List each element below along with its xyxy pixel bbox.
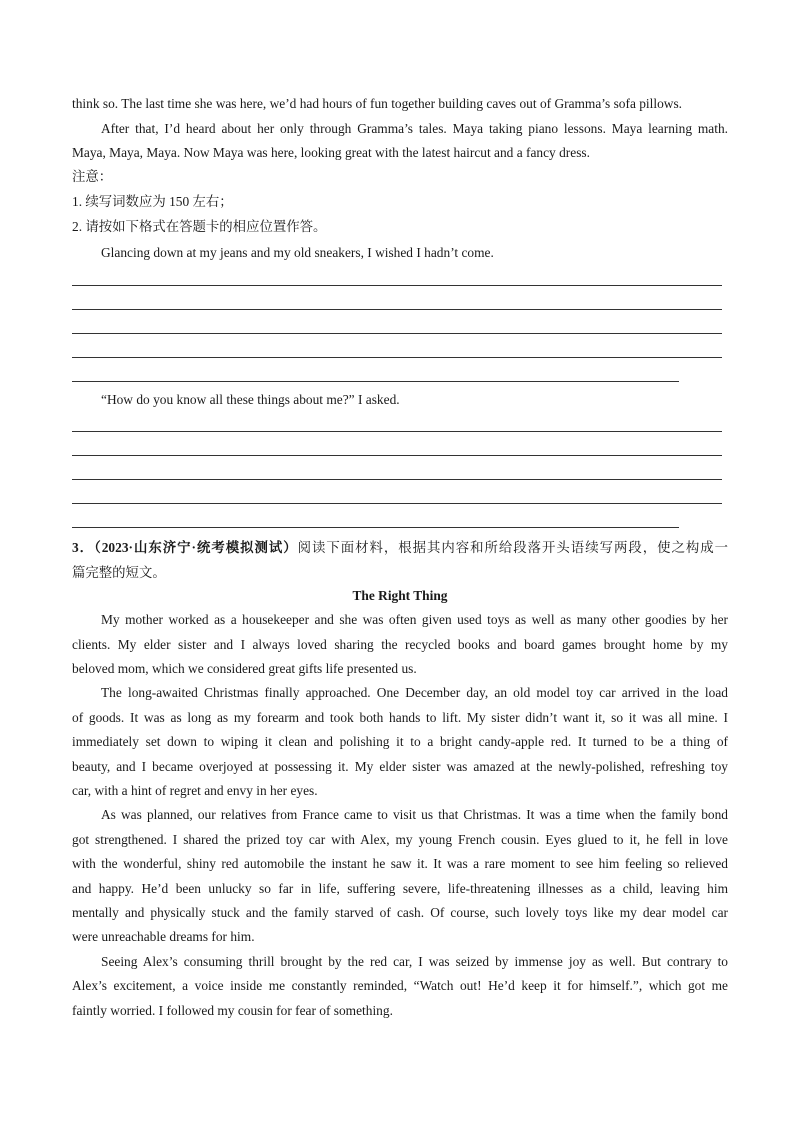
passage-line: were unreachable dreams for him. [72,929,255,944]
writing-line [72,357,722,358]
notes-item-1: 1. 续写词数应为 150 左右； [72,194,233,209]
passage-line: got strengthened. I shared the prized toy car with Alex, my young French cousin. Eyes glued to it, he fell in love [72,832,728,847]
question-3-instruction-line-2: 篇完整的短文。 [72,565,166,580]
writing-line [72,333,722,334]
passage-line: beloved mom, which we considered great gifts life presented us. [72,661,417,676]
passage-line: Seeing Alex’s consuming thrill brought by the red car, I was seized by immense joy as well. But contrary to [101,954,728,969]
passage-line: beauty, and I became overjoyed at possessing it. My elder sister was amazed at the newly-polished, refreshing toy [72,759,728,774]
passage-line: My mother worked as a housekeeper and she was often given used toys as well as many other goodies by her [101,612,728,627]
paragraph-prompt-1: Glancing down at my jeans and my old sneakers, I wished I hadn’t come. [101,245,494,260]
writing-line [72,503,722,504]
notes-heading: 注意： [72,169,113,184]
question-3-instruction [72,539,728,557]
writing-line [72,431,722,432]
passage-line: clients. My elder sister and I always loved sharing the recycled books and board games brought home by my [72,637,728,652]
writing-line [72,309,722,310]
writing-line [72,479,722,480]
question-3-number-source: 3．（2023·山东济宁·统考模拟测试） [72,540,298,555]
passage-line: mentally and physically stuck and the family starved of cash. Of course, such lovely toys like my dear model car [72,905,728,920]
notes-item-2: 2. 请按如下格式在答题卡的相应位置作答。 [72,219,327,234]
writing-line [72,455,722,456]
passage-line: As was planned, our relatives from France came to visit us that Christmas. It was a time when the family bond [101,807,728,822]
writing-line [72,285,722,286]
passage-line: The long-awaited Christmas finally approached. One December day, an old model toy car arrived in the load [101,685,728,700]
passage-line: with the wonderful, shiny red automobile the instant he saw it. It was a rare moment to see him feeling so relieved [72,856,728,871]
intro-line-3: Maya, Maya, Maya. Now Maya was here, looking great with the latest haircut and a fancy dress. [72,145,590,160]
intro-line-1: think so. The last time she was here, we’d had hours of fun together building caves out of Gramma’s sofa pillows. [72,96,683,111]
passage-line: Alex’s excitement, a voice inside me constantly reminded, “Watch out! He’d keep it for himself.”, which got me [72,978,728,993]
question-3-instruction-line-1: 阅读下面材料，根据其内容和所给段落开头语续写两段，使之构成一 [297,540,728,555]
passage-line: car, with a hint of regret and envy in her eyes. [72,783,318,798]
passage-line: immediately set down to wiping it clean and polishing it to a bright candy-apple red. It turned to be a thing of [72,734,728,749]
passage-line: faintly worried. I followed my cousin for fear of something. [72,1003,393,1018]
passage-line: of goods. It was as long as my forearm and took both hands to lift. My sister didn’t want it, so it was all mine. I [72,710,728,725]
intro-line-2: After that, I’d heard about her only through Gramma’s tales. Maya taking piano lessons. Maya learning math. [101,121,728,136]
paragraph-prompt-2: “How do you know all these things about me?” I asked. [101,392,400,407]
passage-line: and happy. He’d been unlucky so far in life, suffering severe, life-threatening illnesses as a child, leaving him [72,881,728,896]
writing-line [72,381,679,382]
writing-line [72,527,679,528]
passage-title: The Right Thing [352,588,448,603]
